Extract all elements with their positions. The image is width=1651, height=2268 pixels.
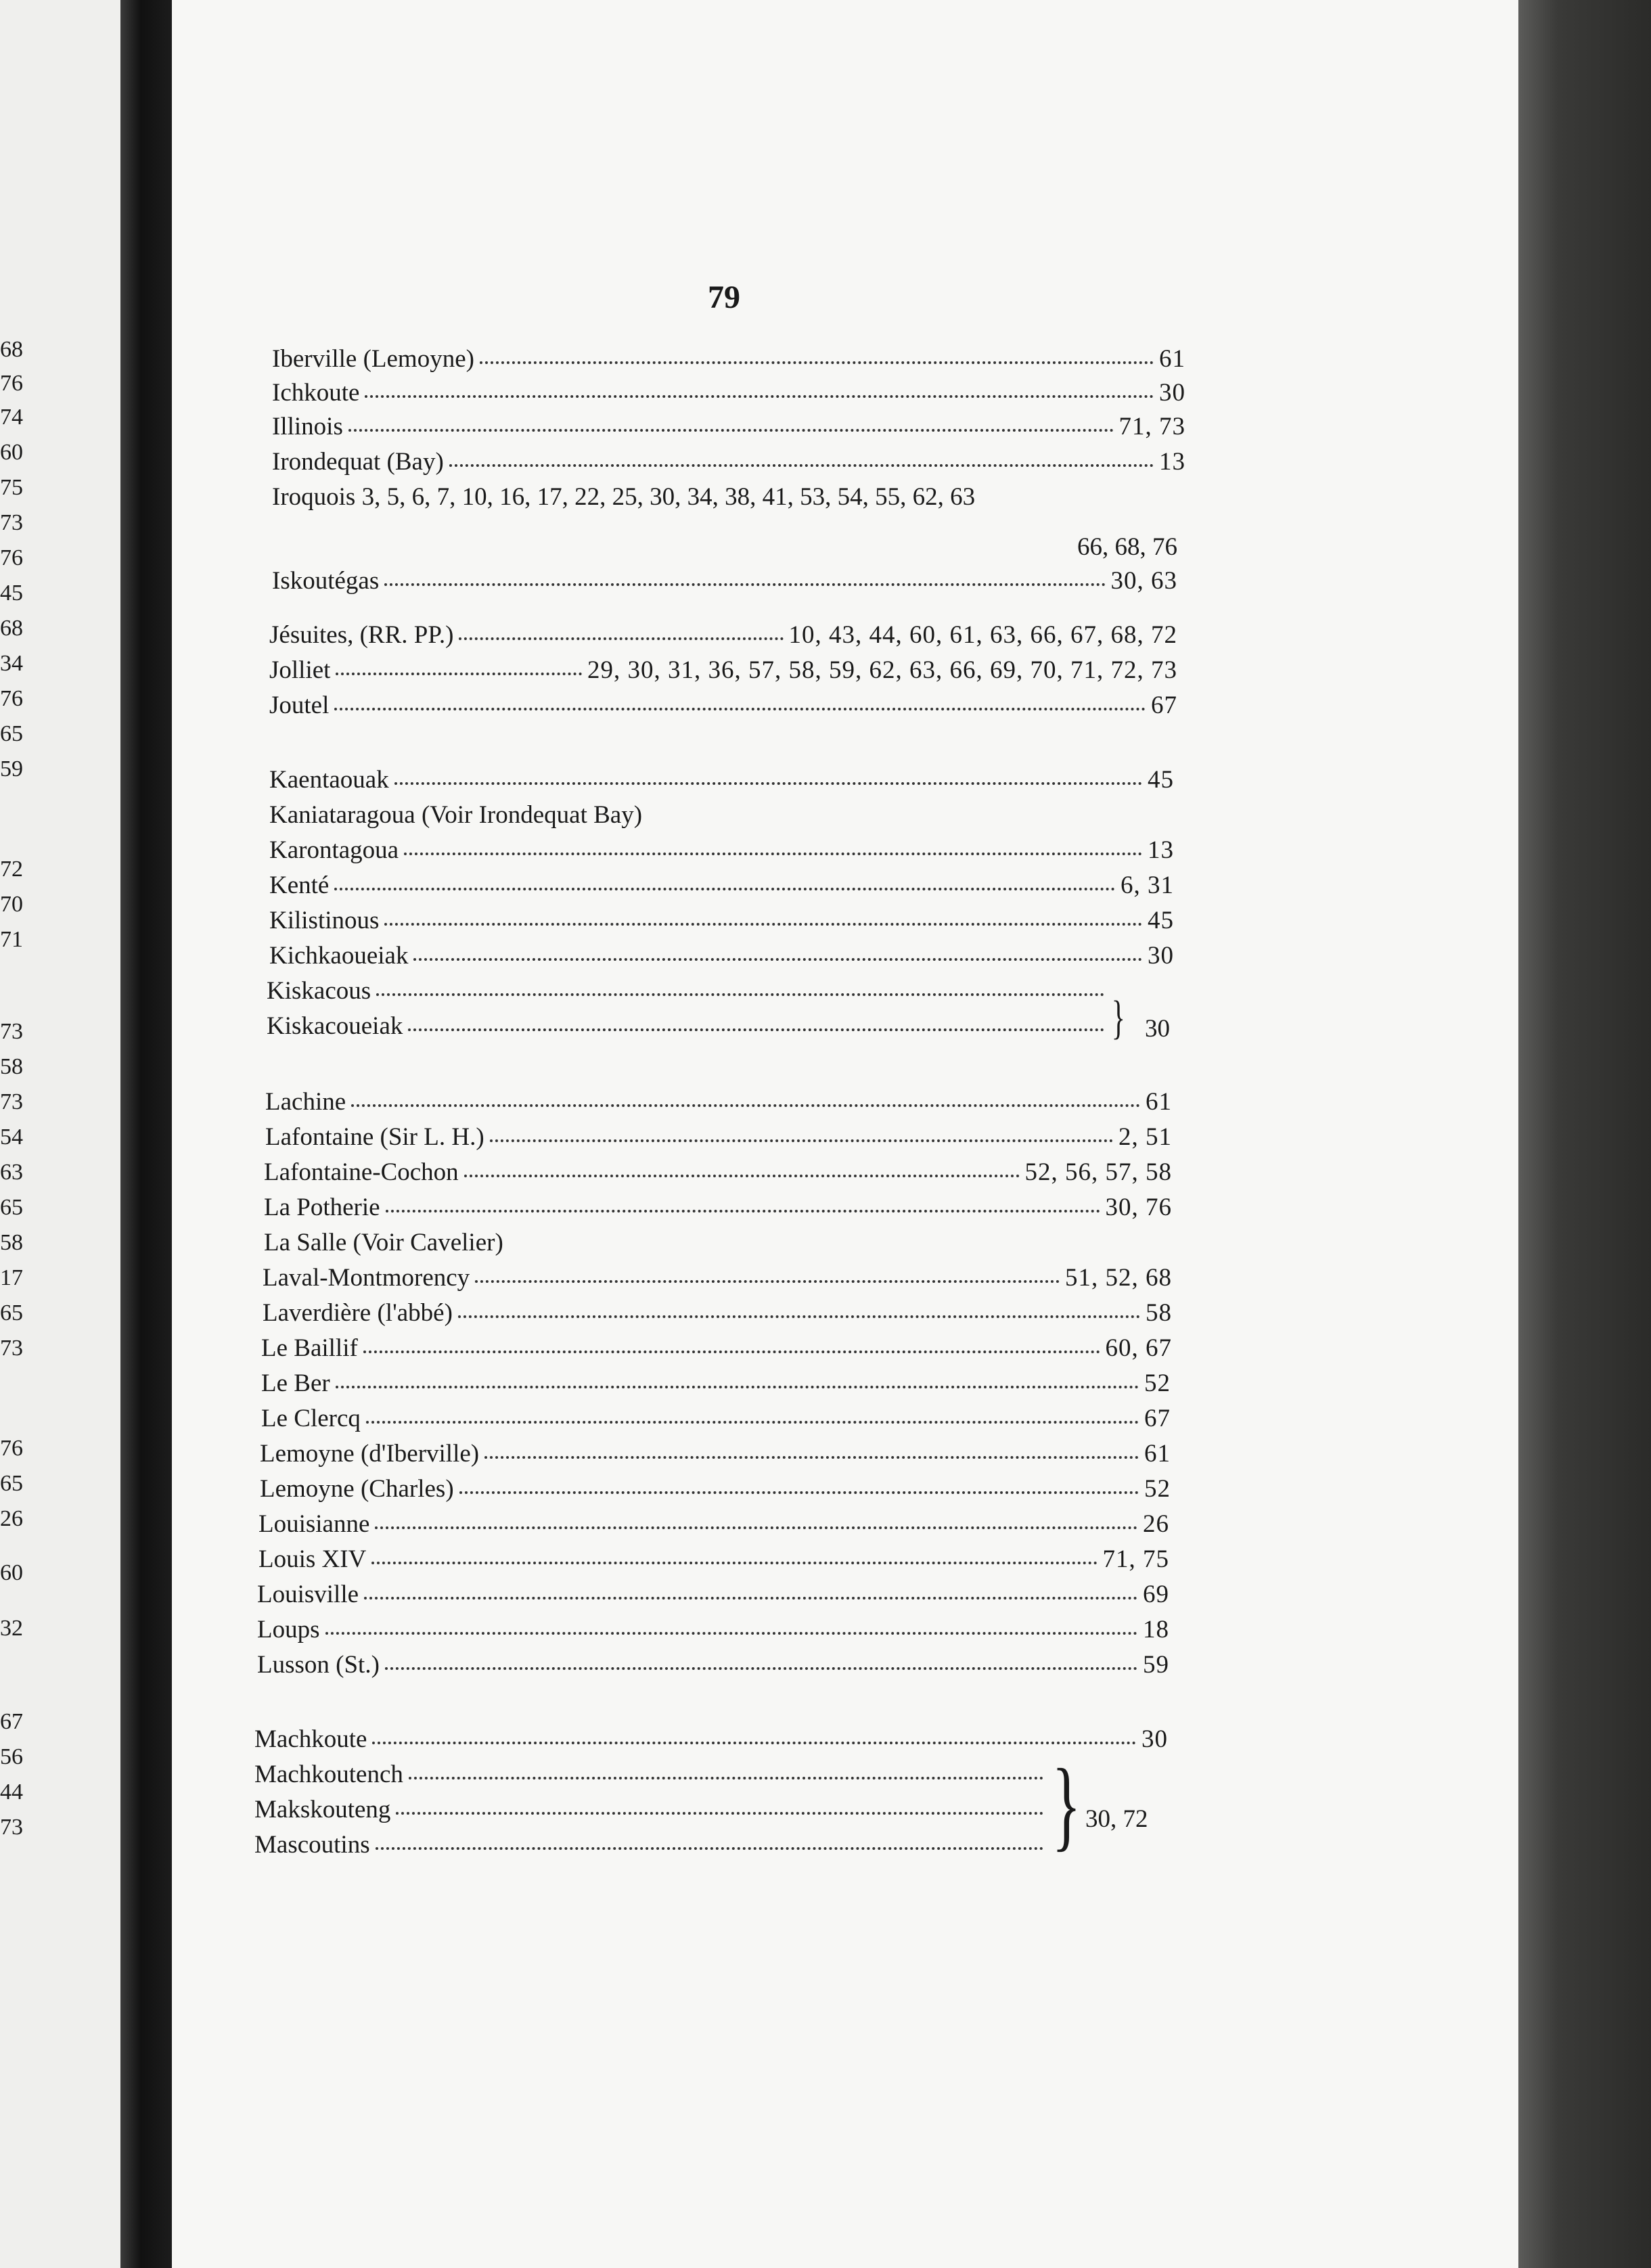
index-entry [269,943,1174,968]
dot-leader [459,1491,1139,1494]
dot-leader [363,1351,1100,1353]
index-entry [267,978,1110,1003]
entry-name: Lafontaine (Sir L. H.) [265,1123,484,1151]
entry-pages: 6, 31 [1121,871,1174,899]
entry-name: Irondequat (Bay) [272,448,444,476]
entry-pages: 61 [1144,1440,1171,1468]
entry-pages: 67 [1151,691,1177,719]
index-entry [263,1300,1172,1325]
dot-leader [348,429,1114,432]
index-entry [257,1617,1169,1642]
dot-leader [409,1777,1043,1779]
dot-leader [484,1456,1139,1459]
entry-name: Louisville [257,1581,359,1608]
index-entry [272,380,1185,405]
index-entry [257,1652,1169,1677]
page-number: 79 [708,279,740,315]
previous-page-number: 73 [0,510,23,535]
index-entry [258,1547,1169,1572]
entry-name: Lusson (St.) [257,1651,380,1679]
index-entry [269,622,1177,648]
entry-pages: 67 [1144,1405,1171,1432]
dot-leader [458,1315,1140,1318]
previous-page-number: 59 [0,756,23,781]
dot-leader [365,395,1154,398]
dot-leader [480,361,1154,364]
entry-name: Le Ber [261,1369,330,1397]
previous-page-number: 65 [0,1471,23,1496]
entry-pages: 10, 43, 44, 60, 61, 63, 66, 67, 68, 72 [788,621,1177,649]
dot-leader [336,673,582,675]
entry-pages: 18 [1143,1616,1169,1643]
index-entry [261,1406,1171,1431]
index-entry [272,449,1185,474]
entry-name: Laverdière (l'abbé) [263,1299,453,1327]
dot-leader [413,958,1142,961]
entry-pages: 71, 75 [1102,1545,1169,1573]
entry-pages: 52, 56, 57, 58 [1024,1158,1172,1186]
previous-page-number: 54 [0,1125,23,1150]
dot-leader [386,1210,1100,1212]
dot-leader [375,1526,1137,1529]
previous-page-number: 68 [0,616,23,641]
dot-leader [449,464,1154,467]
entry-name: Louis XIV [258,1545,367,1573]
entry-pages: 30, 63 [1110,567,1177,595]
dot-leader [396,1812,1043,1815]
entry-name: Illinois [272,413,343,440]
dot-leader [408,1028,1104,1031]
entry-name: Ichkoute [272,379,360,407]
entry-name: Iskoutégas [272,567,380,595]
entry-name: Joutel [269,691,330,719]
previous-page-number: 73 [0,1815,23,1840]
entry-name: Laval-Montmorency [263,1264,470,1292]
entry-pages: 61 [1146,1088,1172,1116]
previous-page-number: 65 [0,1195,23,1220]
dot-leader [334,708,1146,710]
entry-name: Loups [257,1616,320,1643]
entry-name: Iberville (Lemoyne) [272,345,474,373]
index-entry [254,1797,1049,1822]
book-binding [120,0,172,2268]
dot-leader [376,993,1104,996]
entry-name: Kichkaoueiak [269,942,409,970]
index-entry [261,1336,1172,1361]
entry-pages: 30 [1141,1725,1168,1753]
index-entry [254,1762,1049,1787]
previous-page-number: 67 [0,1709,23,1734]
previous-page-number: 71 [0,927,23,952]
dot-leader [464,1175,1020,1177]
entry-name: Makskouteng [254,1796,391,1823]
entry-name: Lachine [265,1088,346,1116]
entry-name: Karontagoua [269,836,399,864]
dot-leader [394,782,1142,785]
index-entry [263,1265,1172,1290]
dot-leader [404,853,1142,855]
dot-leader [459,637,783,640]
index-entry [260,1441,1171,1466]
previous-page-number: 70 [0,892,23,917]
previous-page-number: 17 [0,1265,23,1290]
entry-name: Jésuites, (RR. PP.) [269,621,454,649]
index-entry [264,1160,1172,1185]
entry-name: Kaentaouak [269,766,389,794]
dot-leader [364,1597,1137,1600]
dot-leader [385,1667,1137,1670]
entry-pages: 30 [1159,379,1185,407]
dot-leader [325,1632,1138,1635]
entry-name: Kaniataragoua (Voir Irondequat Bay) [269,801,643,829]
entry-pages: 69 [1143,1581,1169,1608]
entry-name: Le Clercq [261,1405,361,1432]
entry-pages: 59 [1143,1651,1169,1679]
index-entry [264,1230,744,1255]
index-entry [269,658,1177,683]
previous-page-number: 72 [0,857,23,882]
index-entry [272,414,1185,439]
previous-page-number: 44 [0,1779,23,1805]
previous-page-number: 74 [0,405,23,430]
index-entry [258,1512,1169,1537]
entry-name: Mascoutins [254,1831,370,1859]
dot-leader [371,1562,1097,1564]
previous-page-number: 60 [0,440,23,465]
previous-page-number: 32 [0,1616,23,1641]
dot-leader [376,1847,1043,1850]
entry-name: Kilistinous [269,907,380,934]
previous-page-number: 65 [0,721,23,746]
entry-pages: 71, 73 [1118,413,1185,440]
iroquois-continuation: 66, 68, 76 [1077,533,1177,561]
kiskacous-brace: } [1111,992,1125,1044]
dot-leader [351,1104,1140,1107]
index-entry [272,346,1185,371]
index-entry [272,568,1177,593]
machkoutench-brace: } [1051,1748,1081,1861]
entry-name: La Salle (Voir Cavelier) [264,1229,503,1256]
entry-name: Kenté [269,871,330,899]
previous-page-number: 26 [0,1506,23,1531]
entry-pages: 29, 30, 31, 36, 57, 58, 59, 62, 63, 66, 69, 70, 71, 72, 73 [587,656,1177,684]
entry-pages: 13 [1148,836,1174,864]
index-entry [265,1089,1172,1114]
entry-name: Lafontaine-Cochon [264,1158,459,1186]
index-entry [269,802,880,827]
index-entry [254,1832,1049,1857]
entry-name: Le Baillif [261,1334,358,1362]
entry-pages: 52 [1144,1475,1171,1503]
entry-name: La Potherie [264,1194,380,1221]
index-entry [269,908,1174,933]
dot-leader [475,1280,1060,1283]
dot-leader [372,1742,1136,1744]
entry-name: Jolliet [269,656,331,684]
entry-pages: 45 [1148,766,1174,794]
index-entry [254,1727,1168,1752]
entry-name: Iroquois 3, 5, 6, 7, 10, 16, 17, 22, 25, 30, 34, 38, 41, 53, 54, 55, 62, 63 [272,483,976,511]
previous-page-number: 58 [0,1054,23,1079]
entry-name: Machkoutench [254,1761,403,1788]
previous-page-number: 60 [0,1560,23,1585]
previous-page-number: 34 [0,651,23,676]
dot-leader [384,923,1142,926]
dot-leader [336,1386,1139,1388]
entry-pages: 45 [1148,907,1174,934]
entry-pages: 51, 52, 68 [1065,1264,1172,1292]
entry-pages: 60, 67 [1105,1334,1172,1362]
index-entry [269,873,1174,898]
machkoutench-group-pages: 30, 72 [1085,1805,1148,1833]
index-entry [272,484,1185,509]
previous-page-number: 73 [0,1019,23,1044]
previous-page-number: 65 [0,1300,23,1325]
entry-pages: 13 [1159,448,1185,476]
entry-name: Lemoyne (Charles) [260,1475,454,1503]
index-entry [269,767,1174,792]
index-entry [264,1195,1172,1220]
entry-pages: 52 [1144,1369,1171,1397]
entry-pages: 61 [1159,345,1185,373]
index-entry [269,838,1174,863]
entry-pages: 58 [1146,1299,1172,1327]
dot-leader [334,888,1115,890]
entry-pages: 26 [1143,1510,1169,1538]
index-entry [265,1125,1172,1150]
previous-page-number: 73 [0,1336,23,1361]
previous-page-number: 63 [0,1160,23,1185]
entry-name: Machkoute [254,1725,367,1753]
index-entry [269,693,1177,718]
previous-page-number: 76 [0,1436,23,1461]
dot-leader [366,1421,1139,1424]
entry-pages: 2, 51 [1118,1123,1172,1151]
entry-name: Kiskacous [267,977,371,1005]
dot-leader [384,583,1105,586]
index-entry [260,1476,1171,1501]
index-entry [257,1582,1169,1607]
entry-name: Lemoyne (d'Iberville) [260,1440,480,1468]
previous-page-number: 73 [0,1089,23,1114]
previous-page-number: 45 [0,581,23,606]
previous-page-number: 56 [0,1744,23,1769]
previous-page-number: 75 [0,475,23,500]
entry-name: Louisianne [258,1510,370,1538]
index-entry [261,1371,1171,1396]
entry-pages: 30, 76 [1105,1194,1172,1221]
dot-leader [490,1139,1113,1142]
entry-name: Kiskacoueiak [267,1012,403,1040]
previous-page-number: 76 [0,686,23,711]
previous-page-number: 76 [0,545,23,570]
previous-page-number: 58 [0,1230,23,1255]
kiskacous-group-pages: 30 [1145,1015,1170,1043]
previous-page-number: 68 [0,337,23,362]
index-entry [267,1014,1110,1039]
page-stack-edge [1518,0,1651,2268]
previous-page-number: 76 [0,371,23,396]
entry-pages: 30 [1148,942,1174,970]
